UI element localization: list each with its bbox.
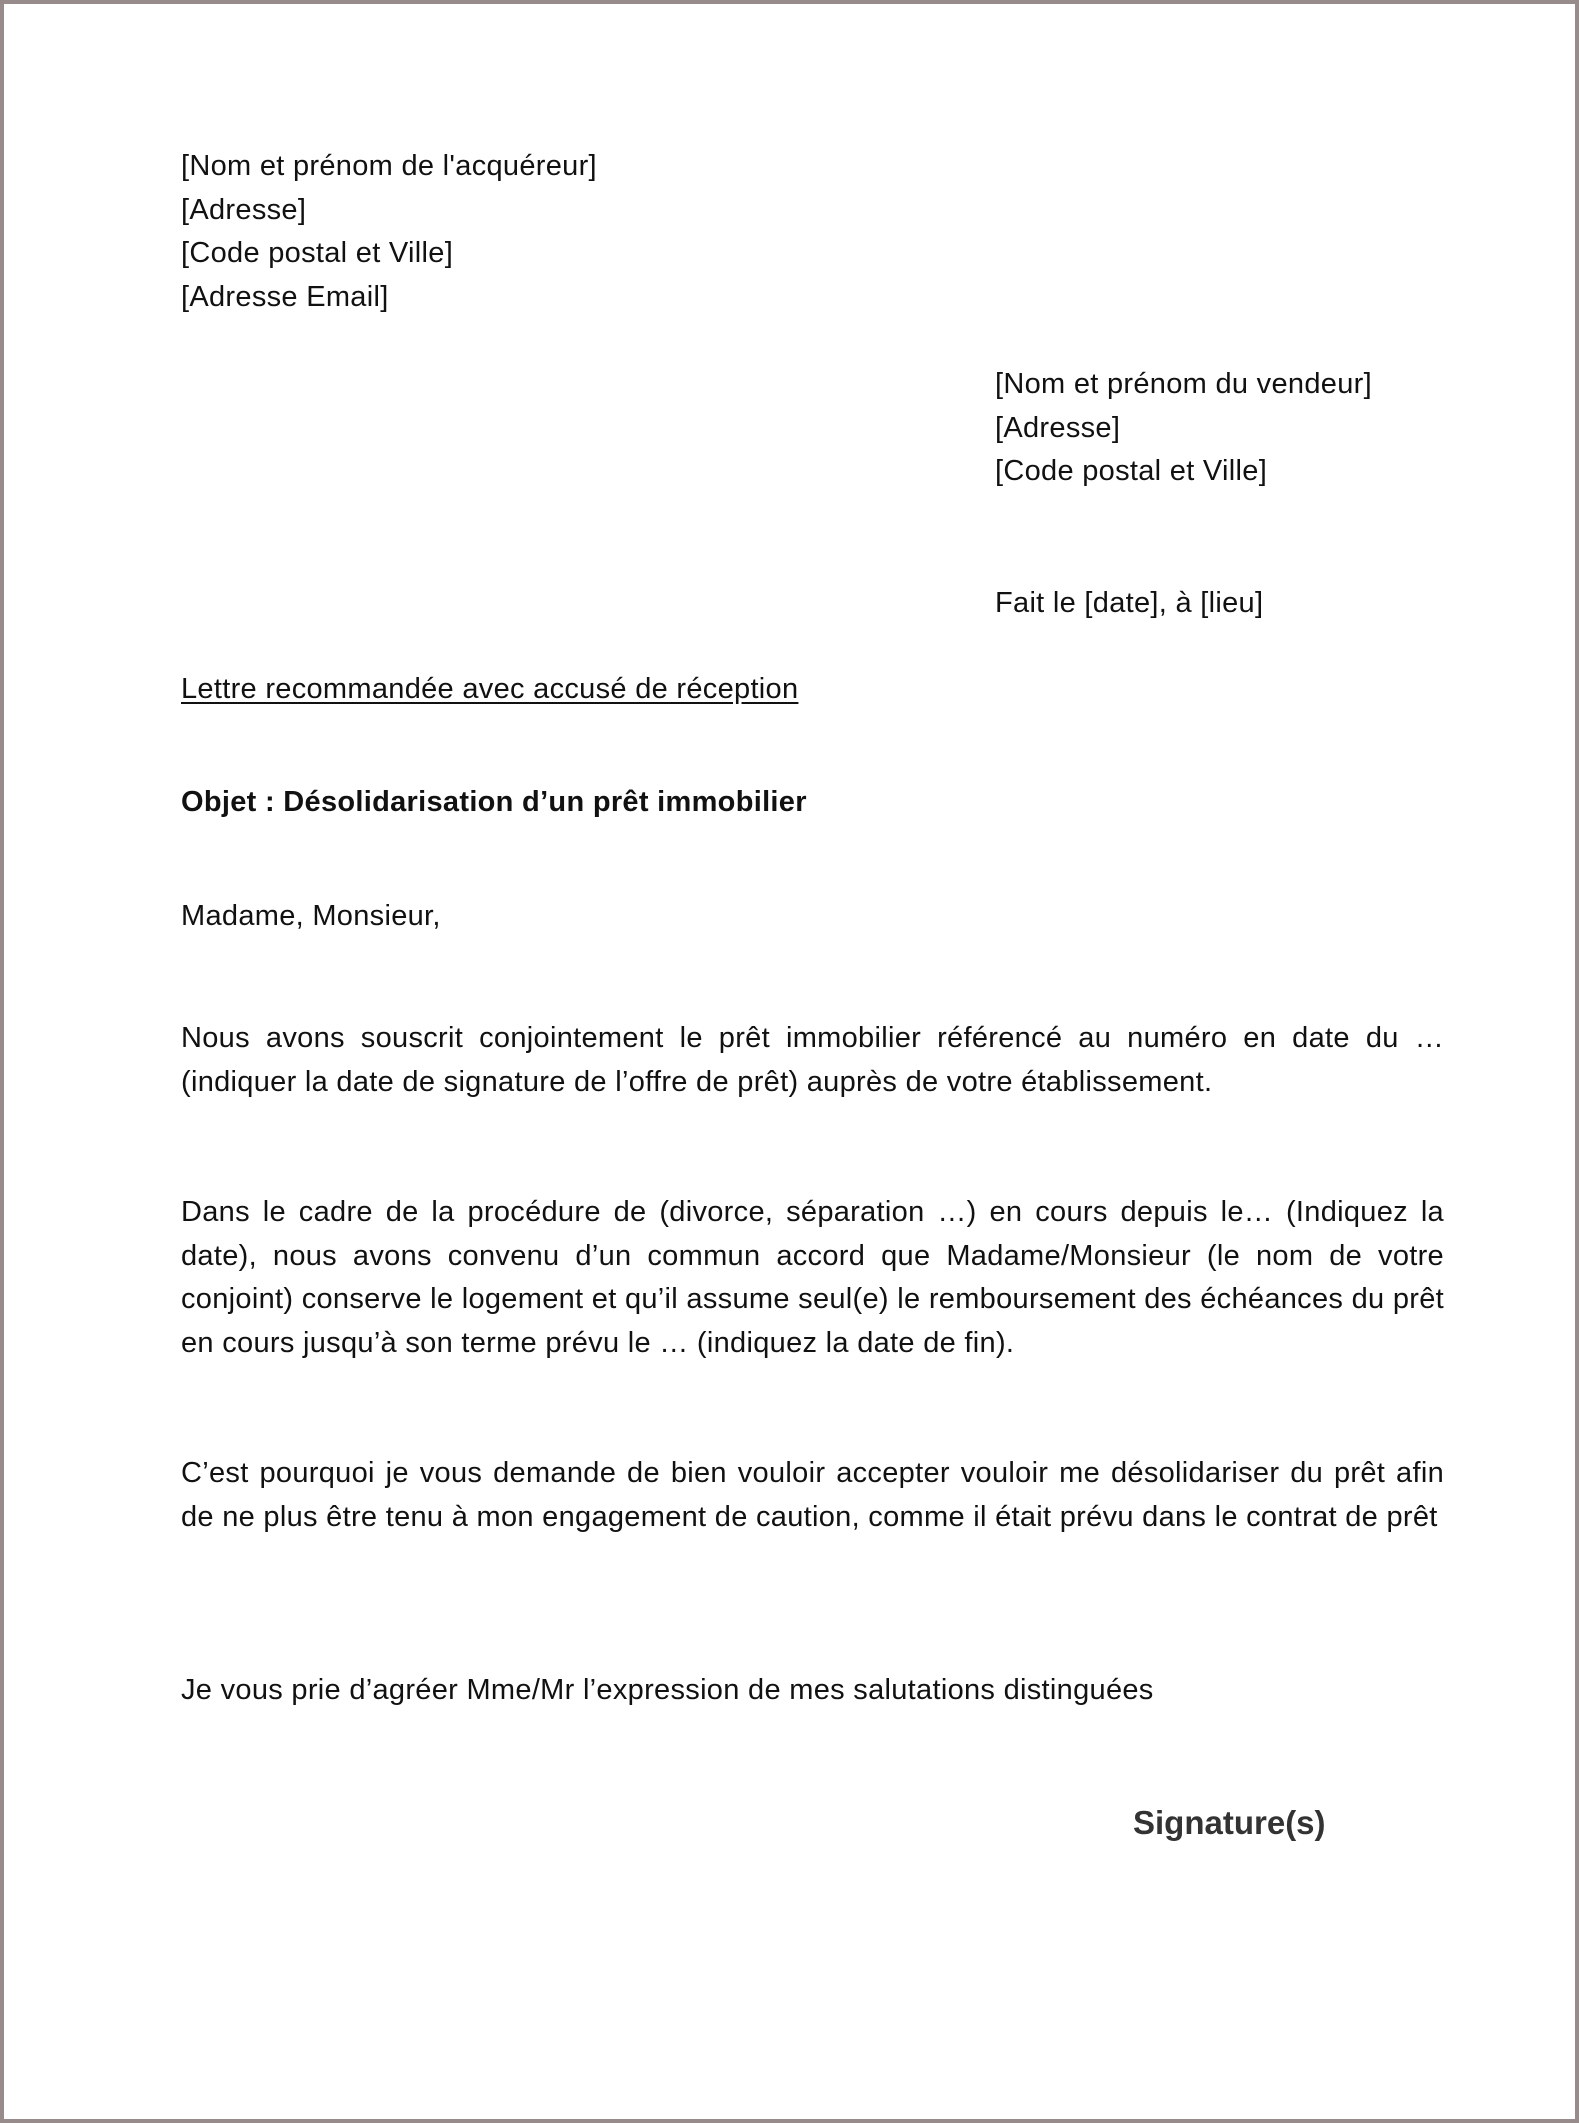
- mail-type: Lettre recommandée avec accusé de réception: [181, 673, 799, 705]
- subject-line: Objet : Désolidarisation d’un prêt immobilier: [181, 786, 807, 818]
- paragraph-loan-reference: Nous avons souscrit conjointement le prêt immobilier référencé au numéro en date du … (indiquer la date de signature de l’offre de prêt) auprès de votre établissement.: [181, 1022, 1444, 1098]
- sender-postal-city: [Code postal et Ville]: [181, 237, 454, 269]
- recipient-name: [Nom et prénom du vendeur]: [995, 368, 1372, 400]
- sender-name: [Nom et prénom de l'acquéreur]: [181, 150, 597, 182]
- paragraph-request: C’est pourquoi je vous demande de bien vouloir accepter vouloir me désolidariser du prêt afin de ne plus être tenu à mon engagement de caution, comme il était prévu dans le contrat de prêt: [181, 1457, 1444, 1533]
- sender-email: [Adresse Email]: [181, 280, 389, 313]
- recipient-address: [Adresse]: [995, 411, 1121, 444]
- sender-address: [Adresse]: [181, 193, 307, 226]
- closing-formula: Je vous prie d’agréer Mme/Mr l’expression de mes salutations distinguées: [181, 1674, 1154, 1706]
- signature-label: Signature(s): [1133, 1804, 1326, 1841]
- date-place: Fait le [date], à [lieu]: [995, 587, 1264, 619]
- sender-address-block: [181, 145, 597, 319]
- salutation: Madame, Monsieur,: [181, 900, 441, 932]
- paragraph-procedure: Dans le cadre de la procédure de (divorce, séparation …) en cours depuis le… (Indiquez la date), nous avons convenu d’un commun accord que Madame/Monsieur (le nom de votre conjoint) conserve le logement et qu’il assume seul(e) le remboursement des échéances du prêt en cours jusqu’à son terme prévu le … (indiquez la date de fin).: [181, 1196, 1444, 1359]
- recipient-postal-city: [Code postal et Ville]: [995, 455, 1268, 487]
- recipient-address-block: [995, 363, 1372, 494]
